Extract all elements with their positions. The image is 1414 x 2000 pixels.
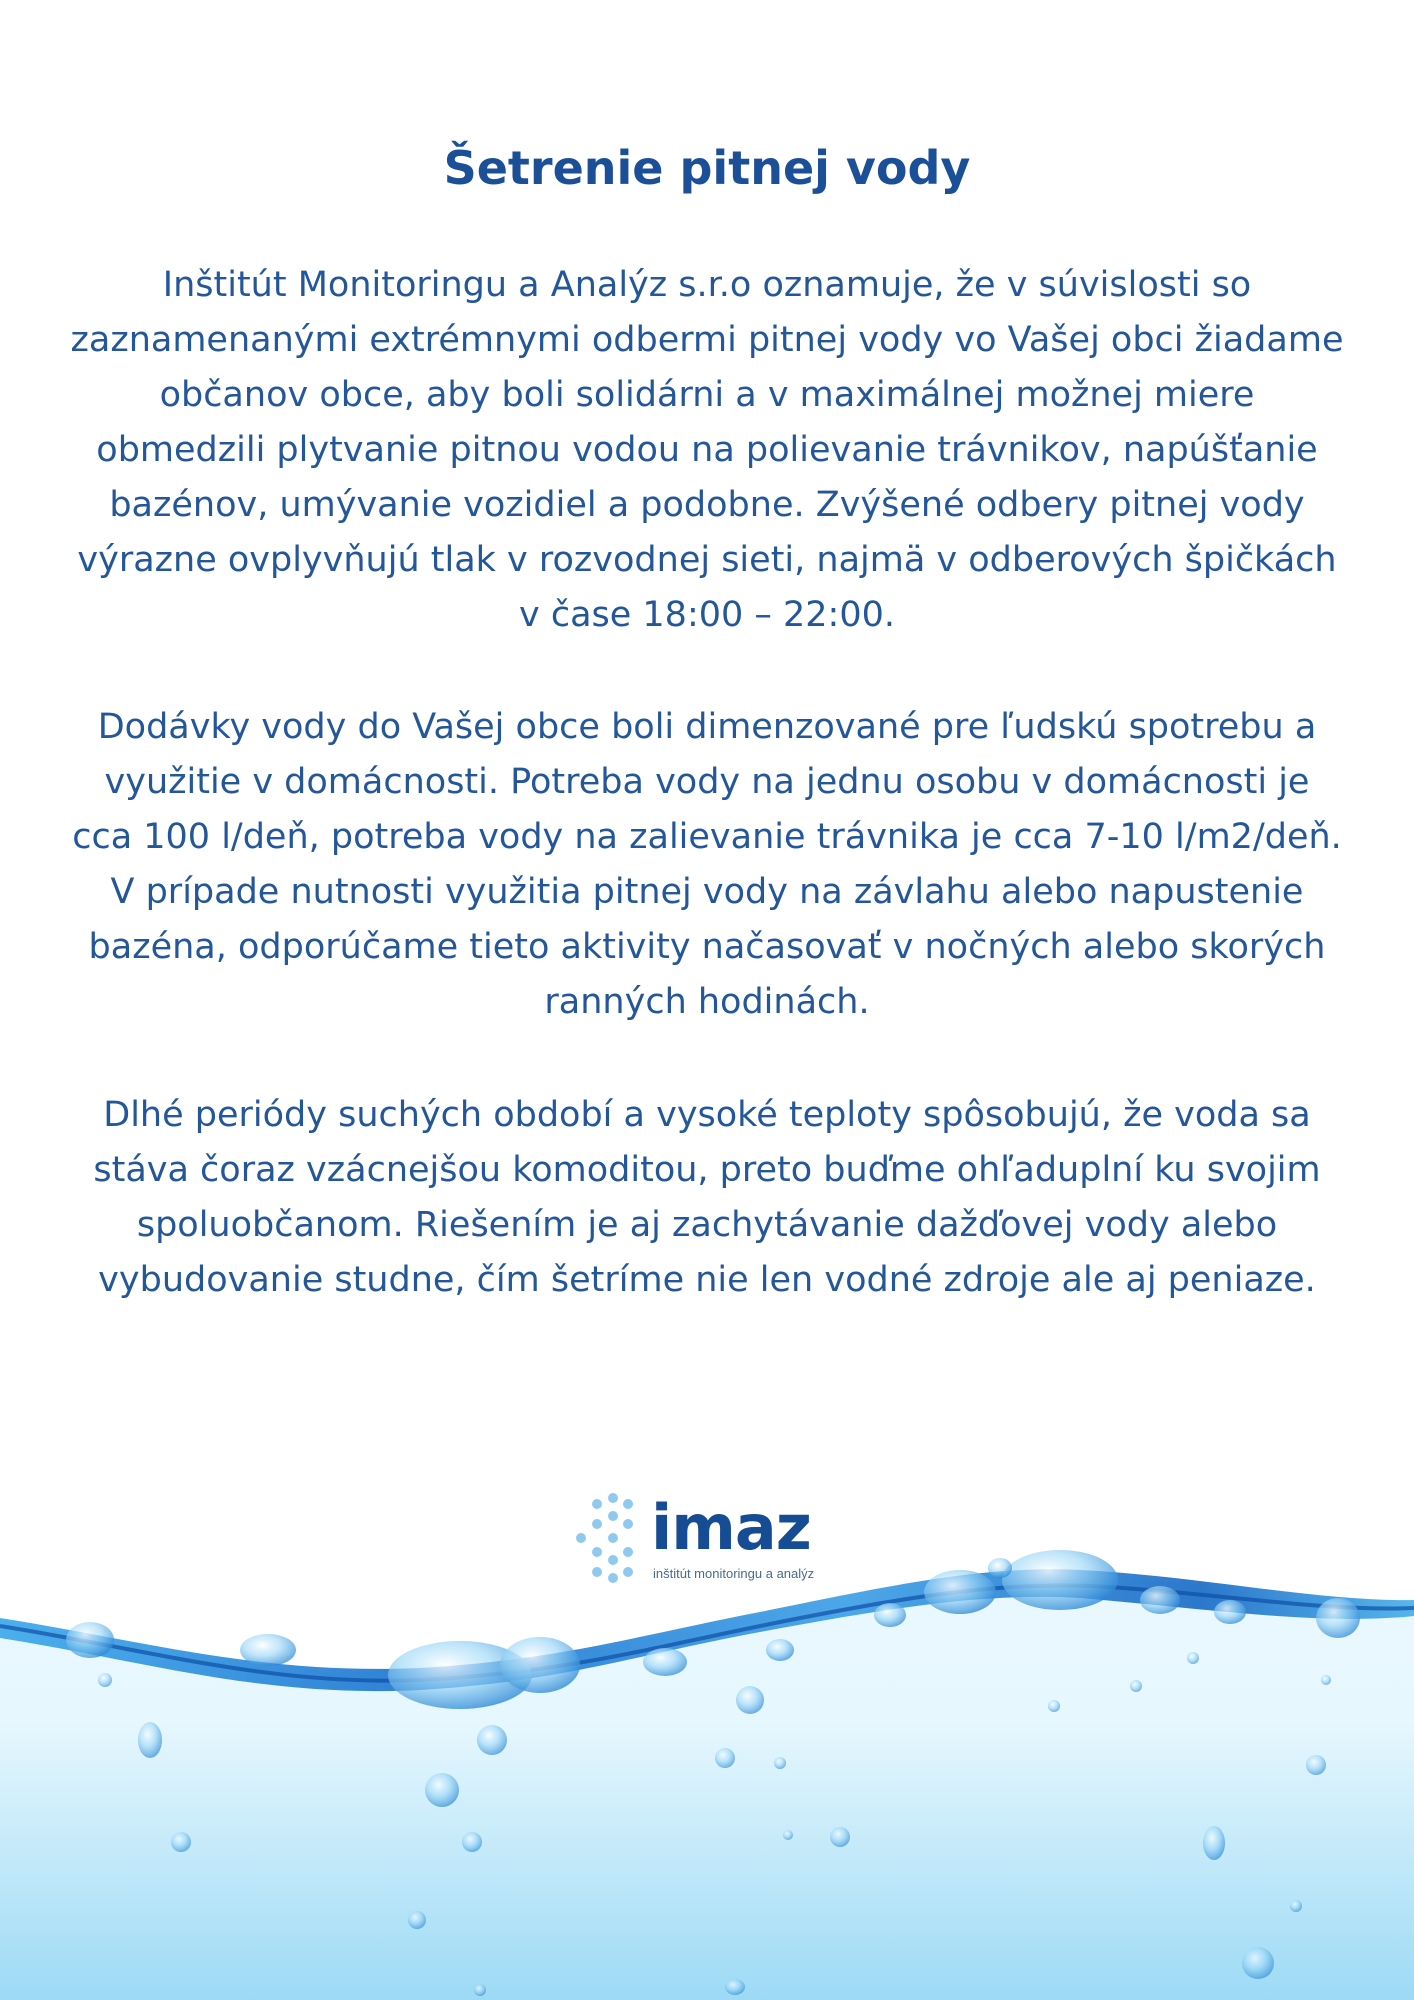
paragraph-drought: Dlhé periódy suchých období a vysoké teploty spôsobujú, že voda sa stáva čoraz vzácnejšou komoditou, preto buďme ohľaduplní ku svojim spoluobčanom. Riešením je aj zachytávanie dažďovej vody alebo vybudovanie studne, čím šetríme nie len vodné zdroje ale aj peniaze. — [93, 1095, 1321, 1300]
logo-wordmark: imaz — [651, 1491, 811, 1564]
imaz-logo — [573, 1490, 863, 1586]
paragraph-intro: Inštitút Monitoringu a Analýz s.r.o oznamuje, že v súvislosti so zaznamenanými extrémnymi odbermi pitnej vody vo Vašej obci žiadame občanov obce, aby boli solidárni a v maximálnej možnej miere obmedzili plytvanie pitnou vodou na polievanie trávnikov, napúšťanie bazénov, umývanie vozidiel a podobne. Zvýšené odbery pitnej vody výrazne ovplyvňujú tlak v rozvodnej sieti, najmä v odberových špičkách v čase 18:00 – 22:00. — [70, 265, 1344, 635]
paragraph-consumption: Dodávky vody do Vašej obce boli dimenzované pre ľudskú spotrebu a využitie v domácnosti. Potreba vody na jednu osobu v domácnosti je cca 100 l/deň, potreba vody na zalievanie trávnika je cca 7-10 l/m2/deň. V prípade nutnosti využitia pitnej vody na závlahu alebo napustenie bazéna, odporúčame tieto aktivity načasovať v nočných alebo skorých ranných hodinách. — [72, 707, 1342, 1022]
logo-tagline: inštitút monitoringu a analýz — [653, 1566, 815, 1581]
logo-dots-icon — [573, 1490, 639, 1586]
page-title: Šetrenie pitnej vody — [443, 141, 971, 195]
